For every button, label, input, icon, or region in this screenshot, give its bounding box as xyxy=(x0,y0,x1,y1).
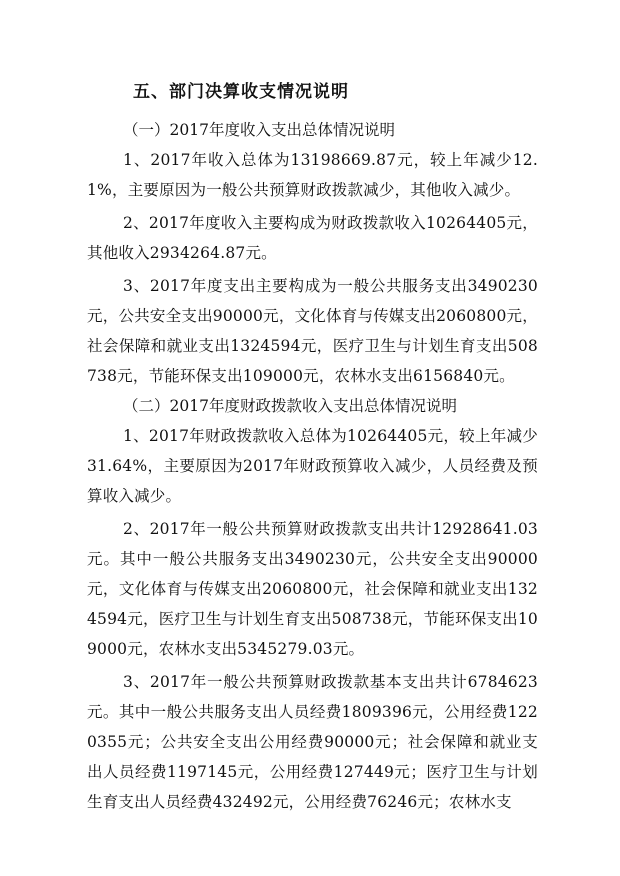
section-1-title: （一）2017年度收入支出总体情况说明 xyxy=(123,121,395,139)
section-heading: 五、部门决算收支情况说明 xyxy=(133,82,349,102)
paragraph-1-1: 1、2017年收入总体为13198669.87元，较上年减少12.1%，主要原因为一般公共预算财政拨款减少，其他收入减少。 xyxy=(87,151,538,199)
paragraph-2-1: 1、2017年财政拨款收入总体为10264405元，较上年减少31.64%，主要原因为2017年财政预算收入减少，人员经费及预算收入减少。 xyxy=(87,427,538,505)
paragraph-1-3: 3、2017年度支出主要构成为一般公共服务支出3490230元，公共安全支出90000元，文化体育与传媒支出2060800元，社会保障和就业支出1324594元，医疗卫生与计划生育支出508738元，节能环保支出109000元，农林水支出6156840元。 xyxy=(87,277,538,385)
paragraph-2-3: 3、2017年一般公共预算财政拨款基本支出共计6784623元。其中一般公共服务支出人员经费1809396元，公用经费1220355元；公共安全支出公用经费90000元；社会保障和就业支出人员经费1197145元，公用经费127449元；医疗卫生与计划生育支出人员经费432492元，公用经费76246元；农林水支 xyxy=(87,673,538,811)
paragraph-2-2: 2、2017年一般公共预算财政拨款支出共计12928641.03元。其中一般公共服务支出3490230元，公共安全支出90000元，文化体育与传媒支出2060800元，社会保障和就业支出1324594元，医疗卫生与计划生育支出508738元，节能环保支出109000元，农林水支出5345279.03元。 xyxy=(87,520,538,658)
section-2-title: （二）2017年度财政拨款收入支出总体情况说明 xyxy=(123,397,457,415)
section-income-expenditure-overview xyxy=(87,115,538,391)
section-fiscal-appropriation-overview xyxy=(87,391,538,817)
paragraph-1-2: 2、2017年度收入主要构成为财政拨款收入10264405元，其他收入2934264.87元。 xyxy=(87,214,538,262)
